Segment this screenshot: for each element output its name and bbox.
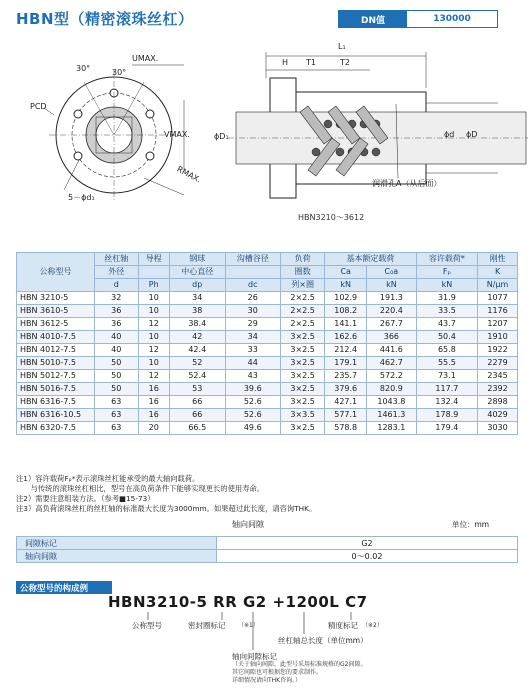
table-cell: 50 <box>95 357 139 370</box>
col-ball-h3: dp <box>170 279 226 292</box>
table-cell: 12 <box>138 370 170 383</box>
col-ball-h2: 中心直径 <box>170 266 226 279</box>
table-cell: 1176 <box>478 305 518 318</box>
h-label: H <box>282 58 289 67</box>
table-cell: 3×2.5 <box>281 383 325 396</box>
table-cell: 117.7 <box>416 383 478 396</box>
table-cell: 178.9 <box>416 409 478 422</box>
table-cell: 212.4 <box>325 344 367 357</box>
col-lead-h3: Ph <box>138 279 170 292</box>
table-cell: 1077 <box>478 292 518 305</box>
table-cell: 66 <box>170 409 226 422</box>
table-cell: 10 <box>138 292 170 305</box>
col-allow-h1: 容许载荷* <box>416 253 478 266</box>
gap-row-label: 轴向间隙 <box>17 550 217 563</box>
col-shaft-h2: 外径 <box>95 266 139 279</box>
table-cell: 39.6 <box>225 383 281 396</box>
table-row <box>17 331 518 344</box>
table-cell: 3×2.5 <box>281 370 325 383</box>
table-cell-model: HBN 3610-5 <box>17 305 95 318</box>
col-model: 公称型号 <box>17 253 95 292</box>
table-cell: 462.7 <box>367 357 417 370</box>
table-cell: 38.4 <box>170 318 226 331</box>
table-cell: 50 <box>95 383 139 396</box>
table-cell: 4029 <box>478 409 518 422</box>
t2-label: T2 <box>340 58 350 67</box>
table-row <box>17 305 518 318</box>
table-cell: 43 <box>225 370 281 383</box>
umax-label: UMAX. <box>132 54 159 63</box>
table-cell: 16 <box>138 396 170 409</box>
table-cell: 2×2.5 <box>281 318 325 331</box>
table-cell: 12 <box>138 318 170 331</box>
table-cell: 26 <box>225 292 281 305</box>
table-cell: 3×2.5 <box>281 396 325 409</box>
pcd-label: PCD <box>30 102 47 111</box>
table-cell: 50 <box>95 370 139 383</box>
table-row <box>17 550 518 563</box>
table-row <box>17 344 518 357</box>
table-row <box>17 370 518 383</box>
table-cell-model: HBN 6316-7.5 <box>17 396 95 409</box>
col-ball-h1: 钢球 <box>170 253 226 266</box>
table-cell: 34 <box>170 292 226 305</box>
col-rigid-h1: 刚性 <box>478 253 518 266</box>
table-cell: 66 <box>170 396 226 409</box>
dn-value-box <box>338 10 498 28</box>
table-cell: 2×2.5 <box>281 292 325 305</box>
table-cell: 40 <box>95 344 139 357</box>
table-cell: 1043.8 <box>367 396 417 409</box>
model-code-seal-note: （※1） <box>238 622 259 629</box>
table-cell: 379.6 <box>325 383 367 396</box>
gap-row-value: G2 <box>217 537 518 550</box>
table-cell: 2345 <box>478 370 518 383</box>
table-cell-model: HBN 4010-7.5 <box>17 331 95 344</box>
table-cell-model: HBN 5012-7.5 <box>17 370 95 383</box>
table-cell: 10 <box>138 331 170 344</box>
table-cell: 63 <box>95 409 139 422</box>
d-small-label: ϕd <box>444 130 455 139</box>
table-cell-model: HBN 4012-7.5 <box>17 344 95 357</box>
table-cell: 53 <box>170 383 226 396</box>
table-cell: 43.7 <box>416 318 478 331</box>
table-cell: 2898 <box>478 396 518 409</box>
note-line: 与传统的滚珠丝杠相比，型号在高负荷条件下能够实现更长的使用寿命。 <box>16 484 265 493</box>
table-cell: 29 <box>225 318 281 331</box>
d1-label: ϕD₁ <box>214 132 229 141</box>
col-lead-h2 <box>138 266 170 279</box>
table-cell: 1461.3 <box>367 409 417 422</box>
col-load-h2: 圈数 <box>281 266 325 279</box>
model-code-precision-note: （※2） <box>362 622 383 629</box>
table-cell: 52.6 <box>225 396 281 409</box>
gap-table-unit: 单位：mm <box>452 520 490 529</box>
table-cell: 3×2.5 <box>281 331 325 344</box>
table-cell: 1283.1 <box>367 422 417 435</box>
dn-value: 130000 <box>433 14 471 24</box>
table-row <box>17 409 518 422</box>
table-cell: 36 <box>95 318 139 331</box>
table-cell: 179.1 <box>325 357 367 370</box>
table-cell: 235.7 <box>325 370 367 383</box>
table-cell: 2392 <box>478 383 518 396</box>
col-groove-h2 <box>225 266 281 279</box>
table-cell: 42 <box>170 331 226 344</box>
model-code-label-gap: 轴向间隙标记 <box>232 652 277 661</box>
table-row <box>17 396 518 409</box>
col-rigid-h2: K <box>478 266 518 279</box>
table-cell-model: HBN 6320-7.5 <box>17 422 95 435</box>
gap-note-line: 详细情况请向THK咨询。） <box>232 677 302 684</box>
table-cell: 36 <box>95 305 139 318</box>
rmax-label: RMAX. <box>175 164 203 185</box>
table-cell: 12 <box>138 344 170 357</box>
table-cell: 820.9 <box>367 383 417 396</box>
table-cell: 3×2.5 <box>281 357 325 370</box>
model-code-label-seal: 密封圈标记 <box>188 621 226 630</box>
table-cell: 10 <box>138 305 170 318</box>
table-cell: 3030 <box>478 422 518 435</box>
table-row <box>17 537 518 550</box>
table-row <box>17 318 518 331</box>
table-cell: 73.1 <box>416 370 478 383</box>
table-cell: 16 <box>138 409 170 422</box>
model-code: HBN3210-5 RR G2 +1200L C7 <box>108 593 368 611</box>
table-cell: 578.8 <box>325 422 367 435</box>
col-c0a-h1: C₀a <box>367 266 417 279</box>
model-code-section-title: 公称型号的构成例 <box>16 581 112 594</box>
table-cell: 3×3.5 <box>281 409 325 422</box>
table-row <box>17 422 518 435</box>
table-cell: 108.2 <box>325 305 367 318</box>
oil-hole-label: 润滑孔A（从后面） <box>372 179 442 188</box>
table-cell: 572.2 <box>367 370 417 383</box>
table-cell: 2×2.5 <box>281 305 325 318</box>
table-row <box>17 292 518 305</box>
angle-b-label: 30° <box>112 68 127 77</box>
table-row <box>17 357 518 370</box>
col-load-h3: 列×圈 <box>281 279 325 292</box>
table-cell: 179.4 <box>416 422 478 435</box>
table-cell: 66.5 <box>170 422 226 435</box>
table-cell: 49.6 <box>225 422 281 435</box>
col-groove-h3: dc <box>225 279 281 292</box>
col-c0a-h2: kN <box>367 279 417 292</box>
table-cell: 2279 <box>478 357 518 370</box>
table-cell: 32 <box>95 292 139 305</box>
table-cell: 33.5 <box>416 305 478 318</box>
table-cell: 63 <box>95 422 139 435</box>
gap-row-value: 0～0.02 <box>217 550 518 563</box>
table-cell: 52.4 <box>170 370 226 383</box>
dn-label: DN值 <box>339 11 407 27</box>
table-cell: 34 <box>225 331 281 344</box>
table-cell: 1207 <box>478 318 518 331</box>
col-load-h1: 负荷 <box>281 253 325 266</box>
table-row <box>17 383 518 396</box>
table-cell-model: HBN 5016-7.5 <box>17 383 95 396</box>
table-cell: 1910 <box>478 331 518 344</box>
table-cell: 162.6 <box>325 331 367 344</box>
table-cell: 65.8 <box>416 344 478 357</box>
gap-note-line: （关于轴向间隙，此型号采用标准规格的G2间隙。 <box>232 661 367 668</box>
table-cell: 63 <box>95 396 139 409</box>
table-cell: 577.1 <box>325 409 367 422</box>
gap-table <box>16 536 518 563</box>
table-cell: 50.4 <box>416 331 478 344</box>
hole-label: 5－ϕd₁ <box>68 193 95 202</box>
spec-table-body <box>17 292 518 435</box>
table-cell-model: HBN 5010-7.5 <box>17 357 95 370</box>
table-cell: 132.4 <box>416 396 478 409</box>
notes <box>16 474 316 514</box>
table-cell: 10 <box>138 357 170 370</box>
note-line: 注2）需要注意组装方法。（参考■15-73） <box>16 494 155 503</box>
table-cell: 267.7 <box>367 318 417 331</box>
col-ca-h2: kN <box>325 279 367 292</box>
vmax-label: VMAX. <box>164 130 190 139</box>
table-cell: 191.3 <box>367 292 417 305</box>
note-line: 注3）高负荷滚珠丝杠的丝杠轴的标准最大长度为3000mm。如果超过此长度，请咨询THK。 <box>16 504 317 513</box>
table-cell: 40 <box>95 331 139 344</box>
table-cell: 220.4 <box>367 305 417 318</box>
table-cell: 441.6 <box>367 344 417 357</box>
col-ca-h1: Ca <box>325 266 367 279</box>
angle-a-label: 30° <box>76 64 91 73</box>
table-cell: 55.5 <box>416 357 478 370</box>
table-cell: 42.4 <box>170 344 226 357</box>
table-cell: 427.1 <box>325 396 367 409</box>
col-groove-h1: 沟槽谷径 <box>225 253 281 266</box>
page-title: HBN型（精密滚珠丝杠） <box>16 10 194 28</box>
col-allow-h2: Fₚ <box>416 266 478 279</box>
table-cell: 52.6 <box>225 409 281 422</box>
spec-table <box>16 252 518 435</box>
table-cell: 3×2.5 <box>281 344 325 357</box>
table-cell-model: HBN 3612-5 <box>17 318 95 331</box>
gap-note-line: 其它间隙也可根据您的要求制作。 <box>232 669 323 676</box>
model-code-label-length: 丝杠轴总长度（单位mm） <box>278 636 368 645</box>
table-cell: 1922 <box>478 344 518 357</box>
table-cell: 366 <box>367 331 417 344</box>
table-cell-model: HBN 6316-10.5 <box>17 409 95 422</box>
gap-table-title: 轴向间隙 <box>232 520 264 529</box>
table-cell: 31.9 <box>416 292 478 305</box>
table-cell: 44 <box>225 357 281 370</box>
col-basic-load: 基本额定载荷 <box>325 253 416 266</box>
col-rigid-h3: N/μm <box>478 279 518 292</box>
model-code-label-model: 公称型号 <box>132 621 162 630</box>
drawing-caption: HBN3210～3612 <box>298 213 365 222</box>
table-cell: 141.1 <box>325 318 367 331</box>
model-code-label-precision: 精度标记 <box>328 621 358 630</box>
table-cell: 102.9 <box>325 292 367 305</box>
table-cell: 52 <box>170 357 226 370</box>
table-cell: 30 <box>225 305 281 318</box>
l1-label: L₁ <box>338 42 346 51</box>
table-cell: 3×2.5 <box>281 422 325 435</box>
table-cell: 33 <box>225 344 281 357</box>
table-cell: 20 <box>138 422 170 435</box>
d-large-label: ϕD <box>466 130 478 139</box>
col-shaft-h3: d <box>95 279 139 292</box>
gap-row-label: 间隙标记 <box>17 537 217 550</box>
table-cell: 38 <box>170 305 226 318</box>
table-cell-model: HBN 3210-5 <box>17 292 95 305</box>
model-code-gap-note <box>232 661 366 685</box>
t1-label: T1 <box>306 58 316 67</box>
table-cell: 16 <box>138 383 170 396</box>
note-line: 注1）容许载荷Fₚ*表示滚珠丝杠能承受的最大轴向载荷。 <box>16 474 200 483</box>
col-allow-h3: kN <box>416 279 478 292</box>
col-shaft-h1: 丝杠轴 <box>95 253 139 266</box>
col-lead-h1: 导程 <box>138 253 170 266</box>
